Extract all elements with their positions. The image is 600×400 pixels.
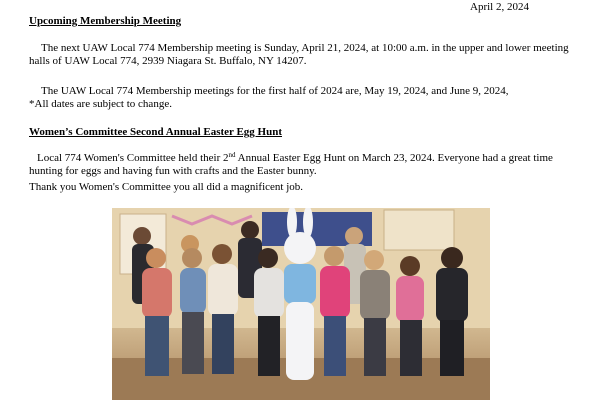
bunny-body: [286, 302, 314, 380]
group-photo-illustration: [112, 208, 490, 400]
bunny-vest: [284, 264, 316, 304]
egg-hunt-text-end: Annual Easter Egg Hunt on March 23, 2024. Everyone had a great time hunting for eggs and having fun with crafts and the Easter bunny.: [29, 152, 553, 177]
egg-hunt-text-start: Local 774 Women's Committee held their 2: [37, 152, 229, 164]
meeting-announcement-paragraph: The next UAW Local 774 Membership meeting is Sunday, April 21, 2024, at 10:00 a.m. in the upper and lower meeting halls of UAW Local 774, 2939 Niagara St. Buffalo, NY 14207.: [29, 42, 569, 67]
dates-disclaimer: *All dates are subject to change.: [29, 98, 172, 110]
section-title-easter-egg-hunt: Women’s Committee Second Annual Easter Egg Hunt: [29, 126, 283, 138]
bunny-head: [284, 232, 316, 264]
document-date: April 2, 2024: [470, 1, 529, 13]
photo-board: [384, 210, 454, 250]
group-photo: [112, 208, 490, 400]
meeting-schedule-paragraph: The UAW Local 774 Membership meetings for the first half of 2024 are, May 19, 2024, and June 9, 2024,: [41, 85, 509, 97]
easter-egg-hunt-paragraph: [29, 152, 569, 178]
section-title-membership-meeting: Upcoming Membership Meeting: [29, 15, 182, 27]
ordinal-suffix: nd: [228, 151, 236, 159]
thank-you-line: Thank you Women's Committee you all did a magnificent job.: [29, 181, 304, 193]
